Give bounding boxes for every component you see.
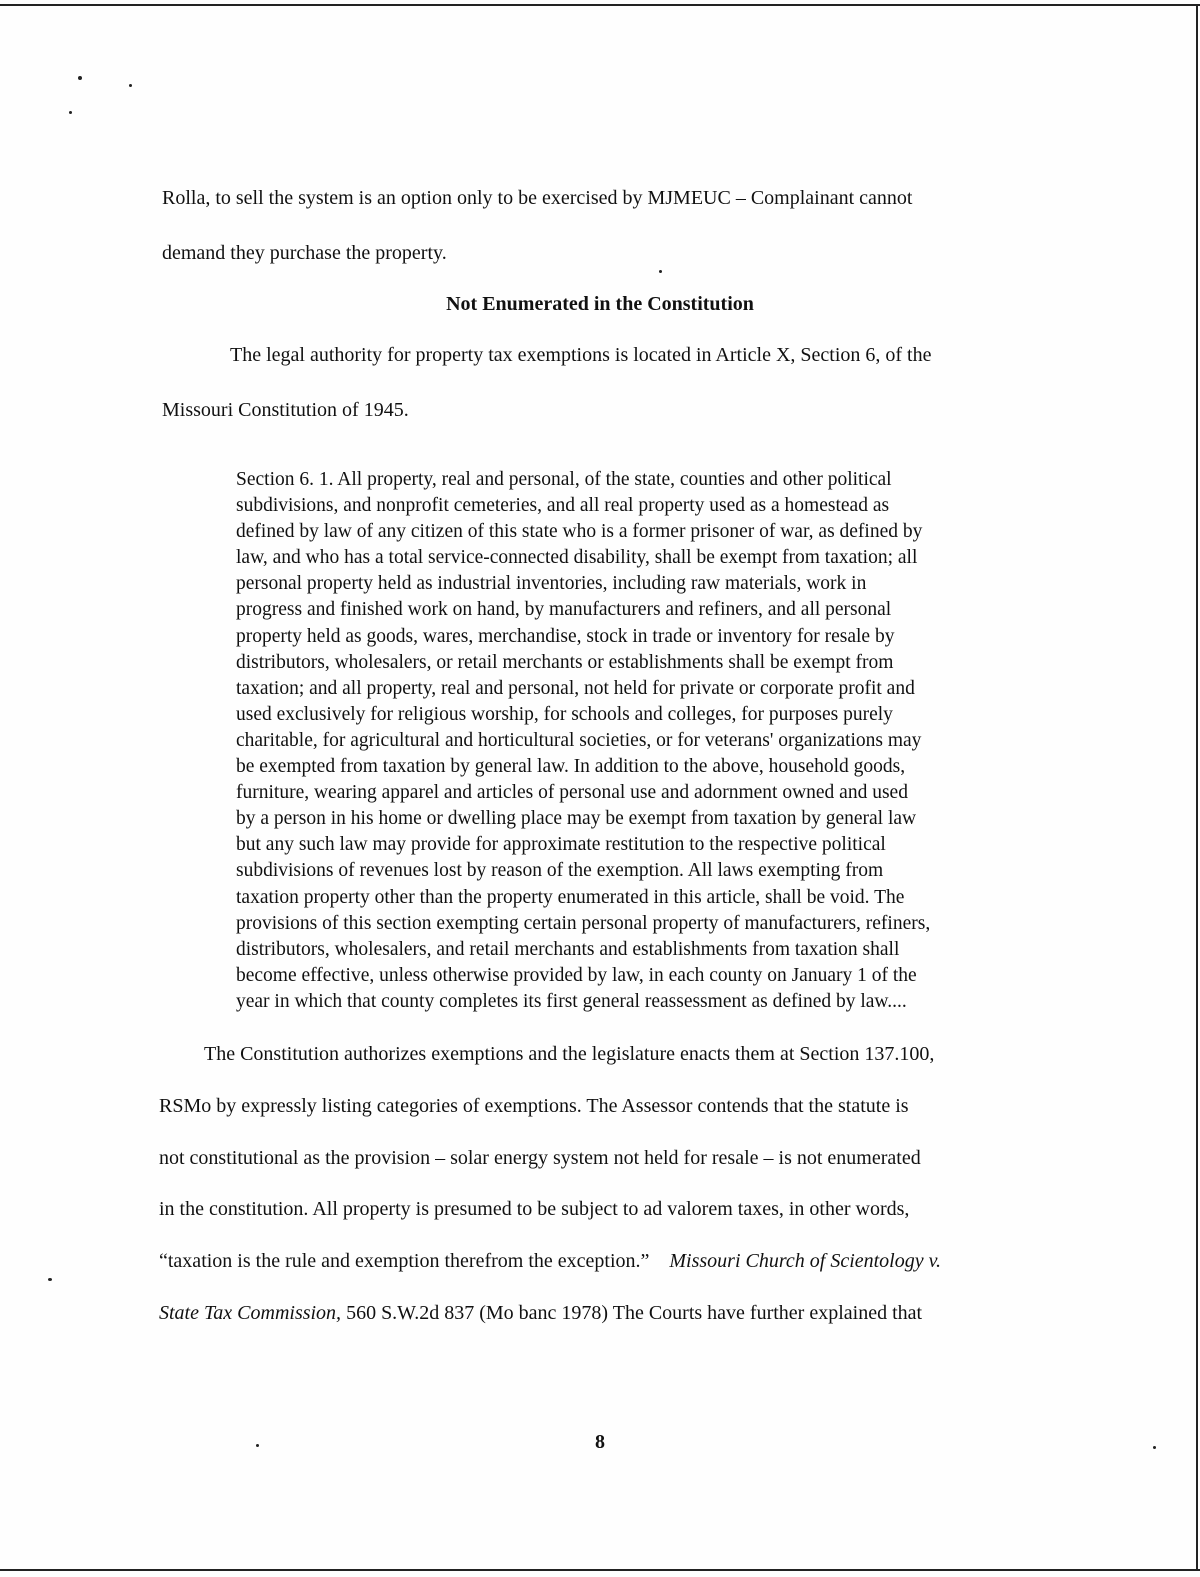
- scan-speck: [48, 1278, 52, 1281]
- body-line: Missouri Constitution of 1945.: [162, 399, 409, 421]
- constitution-block-quote: Section 6. 1. All property, real and personal, of the state, counties and other political subdivisions, and nonprofit cemeteries, and all real property used as a homestead as defined by law of any citizen of this state who is a former prisoner of war, as defined by law, and who has a total service-connected disability, shall be exempt from taxation; all personal property held as industrial inventories, including raw materials, work in progress and finished work on hand, by manufacturers and refiners, and all personal property held as goods, wares, merchandise, stock in trade or inventory for resale by distributors, wholesalers, or retail merchants or establishments shall be exempt from taxation; and all property, real and personal, not held for private or corporate profit and used exclusively for religious worship, for schools and colleges, for purposes purely charitable, for agricultural and horticultural societies, or for veterans' organizations may be exempted from taxation by general law. In addition to the above, household goods, furniture, wearing apparel and articles of personal use and adornment owned and used by a person in his home or dwelling place may be exempt from taxation by general law but any such law may provide for approximate restitution to the respective political subdivisions of revenues lost by reason of the exemption. All laws exempting from taxation property other than the property enumerated in this article, shall be void. The provisions of this section exempting certain personal property of manufacturers, refiners, distributors, wholesalers, and retail merchants and establishments from taxation shall become effective, unless otherwise provided by law, in each county on January 1 of the year in which that county completes its first general reassessment as defined by law....: [236, 469, 931, 1012]
- body-line: [159, 1301, 922, 1325]
- case-name: State Tax Commission,: [159, 1302, 342, 1324]
- page-number: 8: [595, 1431, 605, 1453]
- body-line: The Constitution authorizes exemptions and the legislature enacts them at Section 137.100,: [204, 1043, 935, 1065]
- body-line: not constitutional as the provision – solar energy system not held for resale – is not enumerated: [159, 1147, 921, 1169]
- body-line: The legal authority for property tax exemptions is located in Article X, Section 6, of the: [230, 344, 932, 366]
- body-line: demand they purchase the property.: [162, 242, 447, 264]
- scan-speck: [129, 84, 132, 87]
- right-border: [1196, 4, 1198, 1570]
- section-heading: Not Enumerated in the Constitution: [446, 293, 754, 315]
- body-line: RSMo by expressly listing categories of exemptions. The Assessor contends that the statute is: [159, 1095, 909, 1117]
- bottom-border: [0, 1569, 1200, 1571]
- quotation-text: “taxation is the rule and exemption therefrom the exception.”: [159, 1250, 650, 1272]
- citation-text: 560 S.W.2d 837 (Mo banc 1978) The Courts have further explained that: [341, 1302, 923, 1324]
- scan-speck: [69, 111, 72, 114]
- top-border: [0, 4, 1200, 6]
- body-line: [159, 1249, 941, 1273]
- body-line: in the constitution. All property is presumed to be subject to ad valorem taxes, in other words,: [159, 1198, 910, 1220]
- scan-speck: [659, 270, 662, 273]
- case-name: Missouri Church of Scientology v.: [669, 1250, 942, 1272]
- body-line: Rolla, to sell the system is an option only to be exercised by MJMEUC – Complainant cannot: [162, 187, 913, 209]
- scan-speck: [78, 76, 82, 80]
